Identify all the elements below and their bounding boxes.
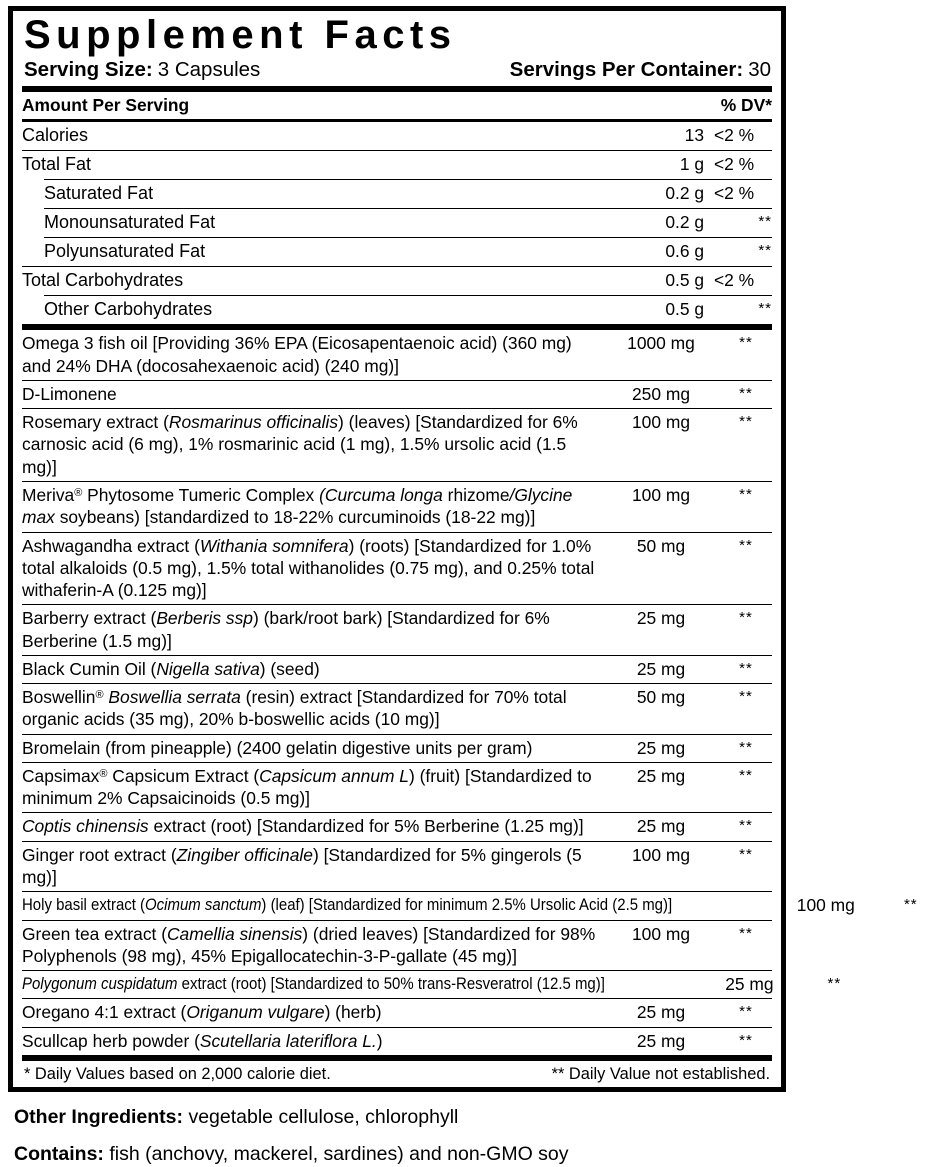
percent-dv-header: % DV* <box>720 95 772 116</box>
ingredient-daily-value: ** <box>739 536 753 554</box>
nutrient-name: Polyunsaturated Fat <box>44 241 206 262</box>
table-column-headers <box>22 92 772 119</box>
nutrient-amount: 0.6 g <box>665 241 704 262</box>
ingredient-daily-value: ** <box>739 413 753 431</box>
ingredient-daily-value: ** <box>739 1003 753 1021</box>
nutrient-amount: 0.2 g <box>665 183 704 204</box>
ingredient-daily-value: ** <box>903 896 918 914</box>
ingredient-amount: 1000 mg <box>627 333 695 354</box>
nutrient-row <box>44 296 772 324</box>
nutrient-name: Calories <box>22 125 89 146</box>
ingredient-amount: 100 mg <box>631 412 690 433</box>
daily-value-footnote: * Daily Values based on 2,000 calorie diet. <box>24 1064 331 1083</box>
ingredient-amount: 100 mg <box>631 844 690 865</box>
ingredient-amount: 25 mg <box>636 1030 686 1051</box>
serving-size <box>24 58 260 82</box>
ingredient-daily-value: ** <box>739 924 753 942</box>
ingredient-name: Black Cumin Oil (Nigella sativa) (seed) <box>22 658 320 679</box>
ingredient-name: Meriva® Phytosome Tumeric Complex (Curcuma longa rhizome/Glycine max soybeans) [standardized to 18-22% curcuminoids (18-22 mg)] <box>22 485 573 528</box>
ingredient-row <box>22 735 772 762</box>
nutrient-amount: 0.5 g <box>665 299 704 320</box>
ingredient-name: Bromelain (from pineapple) (2400 gelatin digestive units per gram) <box>22 737 533 758</box>
nutrient-name: Total Fat <box>22 154 92 175</box>
serving-info <box>22 58 772 86</box>
ingredient-daily-value: ** <box>739 659 753 677</box>
ingredient-amount: 100 mg <box>631 485 690 505</box>
ingredient-amount: 100 mg <box>796 895 855 916</box>
serving-size-value: 3 Capsules <box>157 58 261 82</box>
footnotes <box>22 1061 772 1087</box>
ingredient-amount: 25 mg <box>636 608 686 629</box>
ingredient-name: Boswellin® Boswellia serrata (resin) extract [Standardized for 70% total organic acids (35 mg), 20% b-boswellic acids (10 mg)] <box>22 687 567 730</box>
ingredient-row <box>22 409 772 481</box>
ingredient-row <box>22 842 772 892</box>
ingredient-amount: 25 mg <box>636 658 686 679</box>
ingredient-daily-value: ** <box>739 334 753 352</box>
ingredient-daily-value: ** <box>739 1031 753 1049</box>
ingredient-name: D-Limonene <box>22 383 117 404</box>
ingredients-section <box>22 330 918 1054</box>
nutrient-name: Saturated Fat <box>44 183 154 204</box>
ingredient-row <box>22 482 772 532</box>
ingredient-amount: 50 mg <box>636 687 686 708</box>
ingredient-amount: 50 mg <box>636 535 686 556</box>
ingredient-name: Omega 3 fish oil [Providing 36% EPA (Eicosapentaenoic acid) (360 mg) and 24% DHA (docosahexaenoic acid) (240 mg)] <box>22 333 572 376</box>
ingredient-daily-value: ** <box>739 845 753 863</box>
ingredient-row <box>22 330 772 380</box>
nutrient-row <box>44 209 772 237</box>
ingredient-name: Holy basil extract (Ocimum sanctum) (leaf) [Standardized for minimum 2.5% Ursolic Acid (2.5 mg)] <box>22 895 673 915</box>
serving-size-label: Serving Size: <box>24 58 153 82</box>
nutrient-row <box>22 267 772 295</box>
ingredient-amount: 25 mg <box>636 737 686 758</box>
ingredient-amount: 25 mg <box>636 1002 686 1023</box>
ingredient-row <box>22 892 918 919</box>
ingredient-daily-value: ** <box>739 817 753 835</box>
ingredient-name: Green tea extract (Camellia sinensis) (dried leaves) [Standardized for 98% Polyphenols (98 mg), 45% Epigallocatechin-3-P-gallate (45 mg)] <box>22 923 596 966</box>
ingredient-row <box>22 1028 772 1055</box>
nutrient-daily-value: ** <box>758 300 772 318</box>
ingredient-row <box>22 763 772 813</box>
ingredient-name: Rosemary extract (Rosmarinus officinalis) (leaves) [Standardized for 6% carnosic acid (6 mg), 1% rosmarinic acid (1 mg), 1.5% ursolic acid (1.5 mg)] <box>22 412 578 477</box>
nutrient-daily-value: ** <box>758 213 772 231</box>
ingredient-daily-value: ** <box>739 486 753 503</box>
ingredient-amount: 25 mg <box>636 765 686 786</box>
ingredient-amount: 100 mg <box>631 923 690 944</box>
ingredient-daily-value: ** <box>739 766 753 784</box>
nutrient-amount: 1 g <box>679 154 704 175</box>
nutrient-daily-value: <2 % <box>714 154 755 175</box>
servings-per-container-value: 30 <box>748 58 771 82</box>
other-ingredients <box>14 1105 782 1130</box>
ingredient-name: Ginger root extract (Zingiber officinale) [Standardized for 5% gingerols (5 mg)] <box>22 844 582 887</box>
other-ingredients-value: vegetable cellulose, chlorophyll <box>188 1105 459 1128</box>
ingredient-row <box>22 656 772 683</box>
amount-per-serving-header: Amount Per Serving <box>22 95 190 116</box>
ingredient-row <box>22 921 772 971</box>
ingredient-name: Barberry extract (Berberis ssp) (bark/root bark) [Standardized for 6% Berberine (1.5 mg)] <box>22 608 550 651</box>
ingredient-row <box>22 381 772 408</box>
not-established-footnote: ** Daily Value not established. <box>551 1064 770 1083</box>
nutrient-daily-value: ** <box>758 242 772 260</box>
nutrient-row <box>44 180 772 208</box>
contains-label: Contains: <box>14 1143 104 1166</box>
ingredient-daily-value: ** <box>739 738 753 756</box>
ingredient-amount: 25 mg <box>725 974 774 995</box>
nutrient-name: Other Carbohydrates <box>44 299 213 320</box>
nutrient-amount: 13 <box>684 125 704 146</box>
ingredient-row <box>22 813 772 840</box>
ingredient-row <box>22 605 772 655</box>
ingredient-daily-value: ** <box>739 609 753 627</box>
ingredient-row <box>22 999 772 1026</box>
ingredient-name: Polygonum cuspidatum extract (root) [Standardized to 50% trans-Resveratrol (12.5 mg)] <box>22 974 605 994</box>
ingredient-name: Oregano 4:1 extract (Origanum vulgare) (herb) <box>22 1002 382 1023</box>
nutrient-daily-value: <2 % <box>714 183 755 204</box>
ingredient-name: Scullcap herb powder (Scutellaria lateriflora L.) <box>22 1030 383 1051</box>
nutrient-amount: 0.5 g <box>665 270 704 291</box>
ingredient-row <box>22 971 842 998</box>
ingredient-name: Coptis chinensis extract (root) [Standardized for 5% Berberine (1.25 mg)] <box>22 816 584 837</box>
additional-info <box>8 1092 786 1167</box>
ingredient-name: Ashwagandha extract (Withania somnifera) (roots) [Standardized for 1.0% total alkaloids (0.5 mg), 1.5% total withanolides (0.75 mg), and 0.25% total withaferin-A (0.125 mg)] <box>22 535 595 601</box>
servings-per-container <box>510 58 771 82</box>
nutrient-daily-value: <2 % <box>714 125 755 146</box>
ingredient-row <box>22 684 772 734</box>
ingredient-daily-value: ** <box>739 688 753 706</box>
ingredient-name: Capsimax® Capsicum Extract (Capsicum annum L) (fruit) [Standardized to minimum 2% Capsaicinoids (0.5 mg)] <box>22 765 592 809</box>
ingredient-daily-value: ** <box>739 384 753 402</box>
supplement-facts-panel <box>8 6 918 1092</box>
nutrient-row <box>22 151 772 179</box>
contains-statement <box>14 1142 782 1167</box>
ingredient-row <box>22 533 772 605</box>
nutrient-name: Monounsaturated Fat <box>44 212 216 233</box>
nutrient-facts-section <box>22 122 772 324</box>
nutrient-row <box>22 122 772 150</box>
ingredient-daily-value: ** <box>827 975 842 993</box>
nutrient-row <box>44 238 772 266</box>
nutrient-amount: 0.2 g <box>665 212 704 233</box>
contains-value: fish (anchovy, mackerel, sardines) and non-GMO soy <box>109 1143 569 1166</box>
ingredient-amount: 25 mg <box>636 816 686 837</box>
nutrient-name: Total Carbohydrates <box>22 270 184 291</box>
other-ingredients-label: Other Ingredients: <box>14 1105 184 1128</box>
servings-per-container-label: Servings Per Container: <box>509 58 744 82</box>
nutrient-daily-value: <2 % <box>714 270 755 291</box>
ingredient-amount: 250 mg <box>631 383 690 404</box>
page-title: Supplement Facts <box>24 13 457 57</box>
